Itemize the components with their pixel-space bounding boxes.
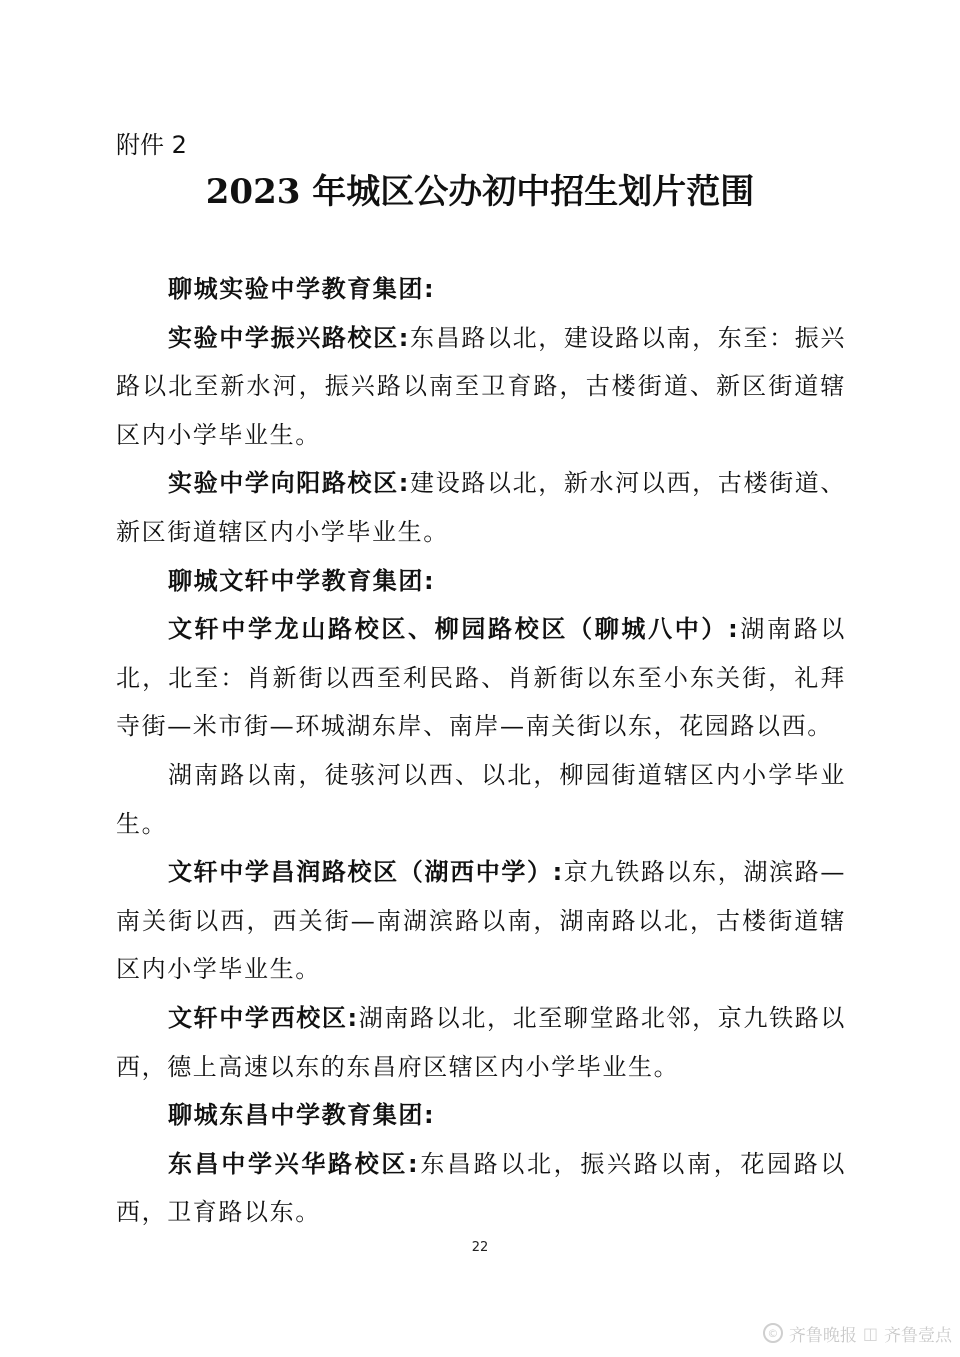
campus-text: 湖南路以北，北至：肖新街以西至利民路、肖新街以东至小东关街，礼拜寺街—米市街—环城湖东岸、南岸—南关街以东，花园路以西。 — [116, 615, 846, 741]
campus-label: 文轩中学西校区: — [168, 1003, 359, 1032]
page-title: 2023 年城区公办初中招生划片范围 — [205, 172, 755, 212]
group-heading: 聊城实验中学教育集团: — [168, 275, 436, 303]
paragraph-heading — [116, 557, 846, 606]
paragraph-heading — [116, 265, 846, 314]
paragraph-plain — [116, 751, 846, 848]
group-heading: 聊城东昌中学教育集团: — [168, 1101, 436, 1130]
paragraph-item — [116, 848, 846, 994]
watermark-source-1: 齐鲁晚报 — [788, 1325, 857, 1346]
paragraph-item — [116, 459, 846, 556]
campus-label: 文轩中学昌润路校区（湖西中学）: — [168, 858, 564, 887]
page-number: 22 — [471, 1240, 489, 1255]
campus-text: 东昌路以北，振兴路以南，花园路以西，卫育路以东。 — [116, 1149, 846, 1227]
paragraph-item — [116, 314, 846, 460]
copyright-icon: © — [763, 1323, 783, 1343]
paragraph-item — [116, 605, 846, 751]
watermark — [763, 1318, 952, 1348]
campus-text: 东昌路以北，建设路以南，东至：振兴路以北至新水河，振兴路以南至卫育路，古楼街道、新区街道辖区内小学毕业生。 — [116, 323, 846, 449]
camera-icon: ◫ — [862, 1323, 878, 1343]
paragraph-item — [116, 1140, 846, 1237]
campus-label: 东昌中学兴华路校区: — [168, 1149, 420, 1178]
campus-label: 实验中学向阳路校区: — [168, 469, 411, 498]
group-heading: 聊城文轩中学教育集团: — [168, 566, 436, 595]
campus-text: 湖南路以北，北至聊堂路北邻，京九铁路以西，德上高速以东的东昌府区辖区内小学毕业生。 — [116, 1003, 846, 1081]
campus-label: 文轩中学龙山路校区、柳园路校区（聊城八中）: — [168, 615, 740, 644]
paragraph-item — [116, 994, 846, 1091]
plain-text: 湖南路以南，徒骇河以西、以北，柳园街道辖区内小学毕业生。 — [116, 760, 846, 838]
watermark-source-2: 齐鲁壹点 — [884, 1325, 952, 1346]
attachment-label: 附件 2 — [116, 131, 187, 159]
campus-text: 京九铁路以东，湖滨路—南关街以西，西关街—南湖滨路以南，湖南路以北，古楼街道辖区内小学毕业生。 — [116, 858, 846, 984]
campus-label: 实验中学振兴路校区: — [168, 323, 411, 352]
document-body — [116, 265, 846, 1237]
campus-text: 建设路以北，新水河以西，古楼街道、新区街道辖区内小学毕业生。 — [116, 469, 846, 546]
paragraph-heading — [116, 1091, 846, 1140]
